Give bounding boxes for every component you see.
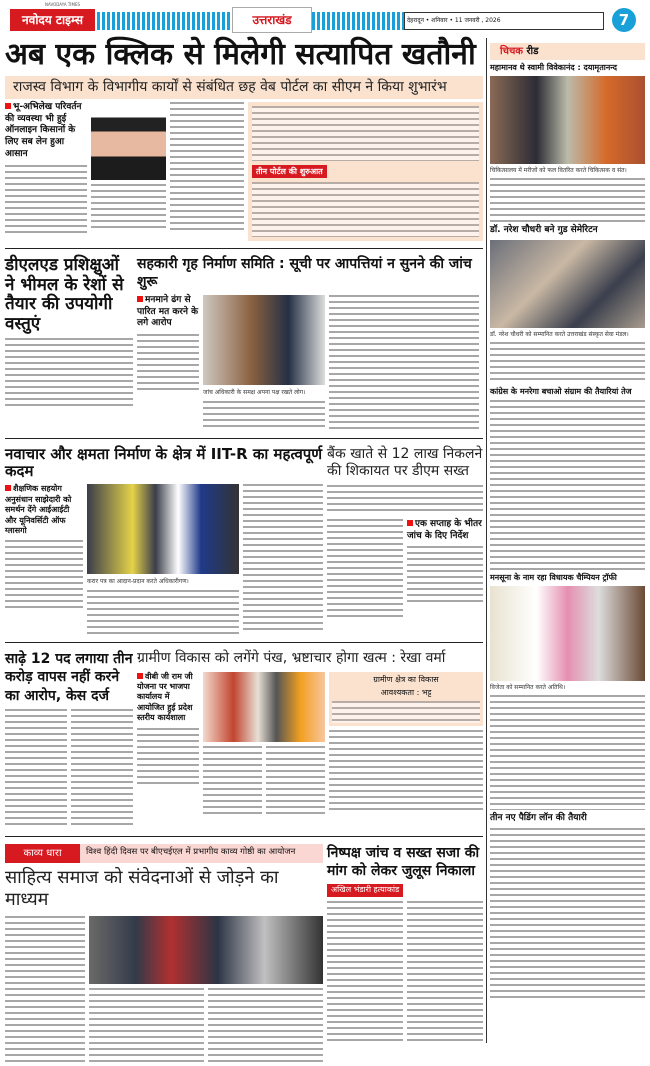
divider xyxy=(5,642,483,643)
right-s2-text xyxy=(490,342,645,384)
sahkari-headline: सहकारी गृह निर्माण समिति : सूची पर आपत्तियां न सुनने की जांच शुरू xyxy=(137,256,472,290)
cm-photo xyxy=(91,102,166,180)
portal-box-text xyxy=(252,182,479,237)
right-s1-title: महामानव थे स्वामी विवेकानंद : दयामृतानन्द xyxy=(490,63,617,72)
rural-box-line2: आवश्यकता : भट्ट xyxy=(380,688,432,698)
main-area xyxy=(5,38,483,1066)
rural-box xyxy=(329,672,483,727)
rural-text xyxy=(203,746,262,816)
divider xyxy=(5,836,483,837)
iit-text xyxy=(5,540,83,610)
bank-bullet: एक सप्ताह के भीतर जांच के दिए निर्देश xyxy=(407,518,482,541)
rural-bullet: वीबी जी राम जी योजना पर भाजपा कार्यालय में आयोजित हुई प्रदेश स्तरीय कार्यशाला xyxy=(137,672,199,724)
rural-text xyxy=(137,728,199,788)
lead-subheadline: राजस्व विभाग के विभागीय कार्यों से संबंधित छह वेब पोर्टल का सीएम ने किया शुभारंभ xyxy=(5,76,483,100)
sahkari-photo xyxy=(203,295,325,385)
right-column xyxy=(490,43,645,998)
kavya-label: काव्य धारा xyxy=(5,844,80,863)
iit-headline: नवाचार और क्षमता निर्माण के क्षेत्र में IIT-R का महत्वपूर्ण कदम xyxy=(5,444,323,481)
divider xyxy=(5,438,483,439)
right-s3-title: कांग्रेस के मनरेगा बचाओ संग्राम की तैयारियां तेज xyxy=(490,386,632,396)
bank-text xyxy=(407,546,483,606)
right-s4-text xyxy=(490,695,645,810)
rural-box-line1: ग्रामीण क्षेत्र का विकास xyxy=(373,674,439,684)
kavya-title: विश्व हिंदी दिवस पर बीएचईएल में प्रभागीय काव्य गोष्ठी का आयोजन xyxy=(80,844,323,863)
lead-text xyxy=(5,165,87,235)
dled-text xyxy=(5,338,133,408)
page-number: 7 xyxy=(612,8,636,32)
dled-headline: डीएलएड प्रशिक्षुओं ने भीमल के रेशों से तैयार की उपयोगी वस्तुएं xyxy=(5,255,124,334)
portal-box-text xyxy=(252,106,479,161)
right-s2-caption: डॉ. नरेश चौधरी को सम्मानित करते उत्तराखंड संस्कृत सेवा मंडल। xyxy=(490,330,629,338)
kavya-strip xyxy=(5,844,323,863)
lead-bullet: भू-अभिलेख परिवर्तन की व्यवस्था भी हुई ऑनलाइन किसानों के लिए सब लेन हुआ आसान xyxy=(5,102,87,160)
portal-box xyxy=(248,102,483,241)
vichak-read-box xyxy=(490,43,645,60)
rural-text xyxy=(329,730,483,810)
sahitya-text xyxy=(5,916,85,1066)
masthead-logo: नवोदय टाइम्स xyxy=(10,9,95,31)
lead-text xyxy=(170,102,244,232)
juloos-text xyxy=(407,901,483,1041)
sahitya-text xyxy=(89,988,204,1066)
bank-text xyxy=(327,485,483,515)
sahkari-bullet: मनमाने ढंग से पारित मत करने के लगे आरोप xyxy=(137,295,198,329)
crore-rural-row xyxy=(5,650,483,829)
kavya-juloos-row xyxy=(5,844,483,1066)
sahkari-text xyxy=(203,401,325,431)
date-line: देहरादून • शनिवार • 11 जनवरी , 2026 xyxy=(404,12,604,30)
divider xyxy=(5,248,483,249)
lead-text xyxy=(91,184,166,232)
iit-text xyxy=(243,484,323,634)
section-label: उत्तराखंड xyxy=(232,7,312,33)
right-s1-caption: चिकित्सालय में मरीजों को फल वितरित करते चिकित्सक व संत। xyxy=(490,167,627,175)
iit-text xyxy=(87,590,239,635)
portal-box-label: तीन पोर्टल की शुरुआत xyxy=(252,165,327,178)
crore-headline: साढ़े 12 पद लगाया तीन करोड़ वापस नहीं करने का आरोप, केस दर्ज xyxy=(5,651,133,704)
rural-box-text xyxy=(332,701,480,723)
right-s1-text xyxy=(490,178,645,222)
sahkari-text xyxy=(137,334,199,394)
iit-bank-row xyxy=(5,446,483,635)
right-s2-photo xyxy=(490,240,645,328)
dled-sahkari-row xyxy=(5,256,483,431)
rural-text xyxy=(266,746,325,816)
sahitya-headline: साहित्य समाज को संवेदनाओं से जोड़ने का माध्यम xyxy=(5,866,279,911)
right-s4-caption: विजेता को सम्मानित करते अतिथि। xyxy=(490,684,566,692)
right-s4-photo xyxy=(490,586,645,681)
brand-red: चिचक xyxy=(500,46,523,57)
crore-text xyxy=(71,709,133,829)
juloos-text xyxy=(327,901,403,1041)
brand: रीड xyxy=(526,46,539,57)
sahkari-caption: जांच अधिकारी के समक्ष अपना पक्ष रखते लोग। xyxy=(203,389,306,397)
rural-headline: ग्रामीण विकास को लगेंगे पंख, भ्रष्टाचार होगा खत्म : रेखा वर्मा xyxy=(137,650,446,667)
rural-photo xyxy=(203,672,325,742)
tagline: NAVODAYA TIMES xyxy=(45,2,81,7)
crore-text xyxy=(5,709,67,829)
sahitya-photo xyxy=(89,916,323,984)
iit-caption: करार पत्र का आदान-प्रदान करते अधिकारीगण। xyxy=(87,578,189,586)
sahitya-text xyxy=(208,988,323,1066)
sahkari-text xyxy=(329,295,479,430)
juloos-label: अखिल भंडारी हत्याकांड xyxy=(327,884,403,896)
iit-bullet: शैक्षणिक सहयोग अनुसंधान साझेदारी को समर्थन देंगे आईआईटी और यूनिवर्सिटी ऑफ ग्लासगो xyxy=(5,484,83,536)
bank-headline: बैंक खाते से 12 लाख निकलने की शिकायत पर डीएम सख्त xyxy=(327,445,483,480)
right-s5-text xyxy=(490,828,645,998)
column-rule xyxy=(486,38,487,1043)
bank-text xyxy=(327,519,403,619)
right-s4-title: मनसूना के नाम रहा विधायक चैम्पियन ट्रॉफी xyxy=(490,573,617,583)
right-s5-title: तीन नए पैडिंग लॉन की तैयारी xyxy=(490,813,587,824)
right-s3-text xyxy=(490,400,645,570)
right-s2-title: डॉ. नरेश चौधरी बने गुड सेमेरिटन xyxy=(490,225,598,236)
juloos-headline: निष्पक्ष जांच व सख्त सजा की मांग को लेकर जुलूस निकाला xyxy=(327,844,480,879)
iit-photo xyxy=(87,484,239,574)
lead-headline: अब एक क्लिक से मिलेगी सत्यापित खतौनी xyxy=(5,37,476,72)
lead-body xyxy=(5,102,483,241)
right-s1-photo xyxy=(490,76,645,164)
